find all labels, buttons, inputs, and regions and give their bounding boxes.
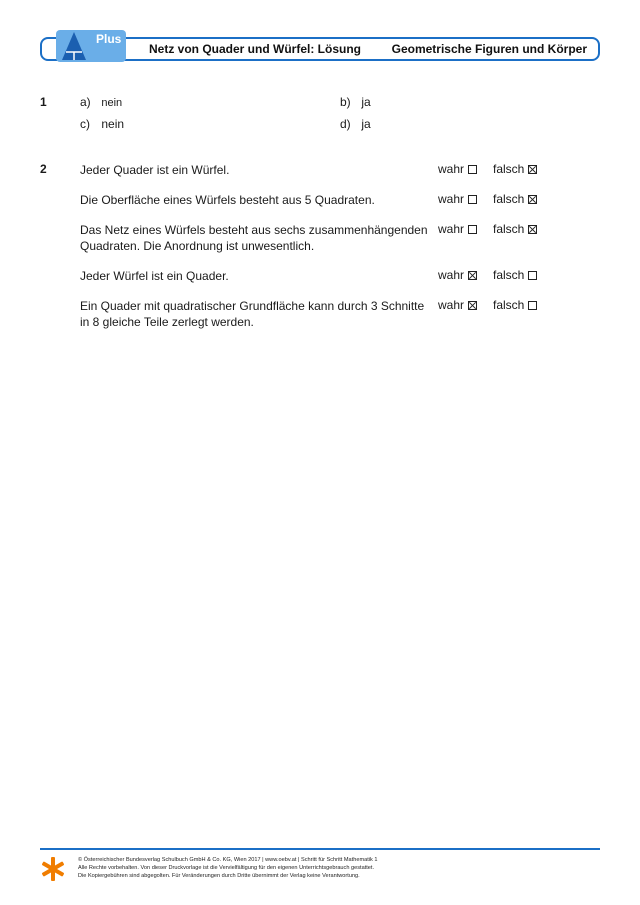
footer-divider xyxy=(40,848,600,850)
answer-a-value: nein xyxy=(101,97,123,109)
true-checkbox[interactable] xyxy=(468,165,477,174)
true-label: wahr xyxy=(438,222,465,236)
statement-1-false[interactable] xyxy=(493,162,537,176)
statement-5-line2: in 8 gleiche Teile zerlegt werden. xyxy=(80,315,254,329)
false-checkbox-checked[interactable] xyxy=(528,225,537,234)
false-checkbox-checked[interactable] xyxy=(528,165,537,174)
copyright-text xyxy=(78,856,377,880)
task-1-number: 1 xyxy=(40,95,47,109)
statement-5-line1: Ein Quader mit quadratischer Grundfläche kann durch 3 Schnitte xyxy=(80,299,425,313)
answer-d xyxy=(340,117,371,131)
logo-label: Plus xyxy=(96,32,122,46)
statement-3-true[interactable] xyxy=(438,222,477,236)
statement-5-true[interactable] xyxy=(438,298,477,312)
statement-4 xyxy=(80,268,438,284)
statement-3 xyxy=(80,222,438,254)
statement-1-line1: Jeder Quader ist ein Würfel. xyxy=(80,163,230,177)
true-checkbox-checked[interactable] xyxy=(468,271,477,280)
true-checkbox[interactable] xyxy=(468,195,477,204)
answer-d-label: d) xyxy=(340,117,351,131)
answer-d-value: ja xyxy=(361,117,371,131)
false-label: falsch xyxy=(493,192,525,206)
true-checkbox[interactable] xyxy=(468,225,477,234)
statement-3-line2: Quadraten. Die Anordnung ist unwesentlich. xyxy=(80,239,315,253)
statement-2-true[interactable] xyxy=(438,192,477,206)
false-label: falsch xyxy=(493,268,525,282)
false-label: falsch xyxy=(493,162,525,176)
answer-c xyxy=(80,117,124,131)
statement-2 xyxy=(80,192,438,208)
answer-a-label: a) xyxy=(80,95,91,109)
false-label: falsch xyxy=(493,222,525,236)
statement-3-line1: Das Netz eines Würfels besteht aus sechs zusammenhängenden xyxy=(80,223,428,237)
false-label: falsch xyxy=(493,298,525,312)
false-checkbox-checked[interactable] xyxy=(528,195,537,204)
statement-4-false[interactable] xyxy=(493,268,537,282)
answer-c-label: c) xyxy=(80,117,90,131)
statement-4-line1: Jeder Würfel ist ein Quader. xyxy=(80,269,229,283)
false-checkbox[interactable] xyxy=(528,301,537,310)
task-2-number: 2 xyxy=(40,162,47,176)
statement-1 xyxy=(80,162,438,178)
true-checkbox-checked[interactable] xyxy=(468,301,477,310)
copyright-line-3: Die Kopiergebühren sind abgegolten. Für Veränderungen durch Dritte übernimmt der Verlag keine Verantwortung. xyxy=(78,873,360,879)
answer-a xyxy=(80,95,122,109)
page-title: Netz von Quader und Würfel: Lösung xyxy=(149,42,361,56)
statement-5 xyxy=(80,298,438,330)
copyright-line-2: Alle Rechte vorbehalten. Von dieser Druckvorlage ist die Vervielfältigung für den eigenen Unterrichtsgebrauch gestattet. xyxy=(78,865,375,871)
answer-b-label: b) xyxy=(340,95,351,109)
statement-5-false[interactable] xyxy=(493,298,537,312)
topic-title: Geometrische Figuren und Körper xyxy=(391,42,587,56)
true-label: wahr xyxy=(438,192,465,206)
oebv-star-icon xyxy=(40,856,66,882)
statement-2-line1: Die Oberfläche eines Würfels besteht aus 5 Quadraten. xyxy=(80,193,375,207)
statement-1-true[interactable] xyxy=(438,162,477,176)
statement-2-false[interactable] xyxy=(493,192,537,206)
answer-b-value: ja xyxy=(361,95,371,109)
answer-b xyxy=(340,95,371,109)
true-label: wahr xyxy=(438,268,465,282)
answer-c-value: nein xyxy=(101,117,125,131)
false-checkbox[interactable] xyxy=(528,271,537,280)
statement-4-true[interactable] xyxy=(438,268,477,282)
copyright-line-1: © Österreichischer Bundesverlag Schulbuch GmbH & Co. KG, Wien 2017 | www.oebv.at | Schritt für Schritt Mathematik 1 xyxy=(78,857,378,863)
true-label: wahr xyxy=(438,162,465,176)
statement-3-false[interactable] xyxy=(493,222,537,236)
true-label: wahr xyxy=(438,298,465,312)
